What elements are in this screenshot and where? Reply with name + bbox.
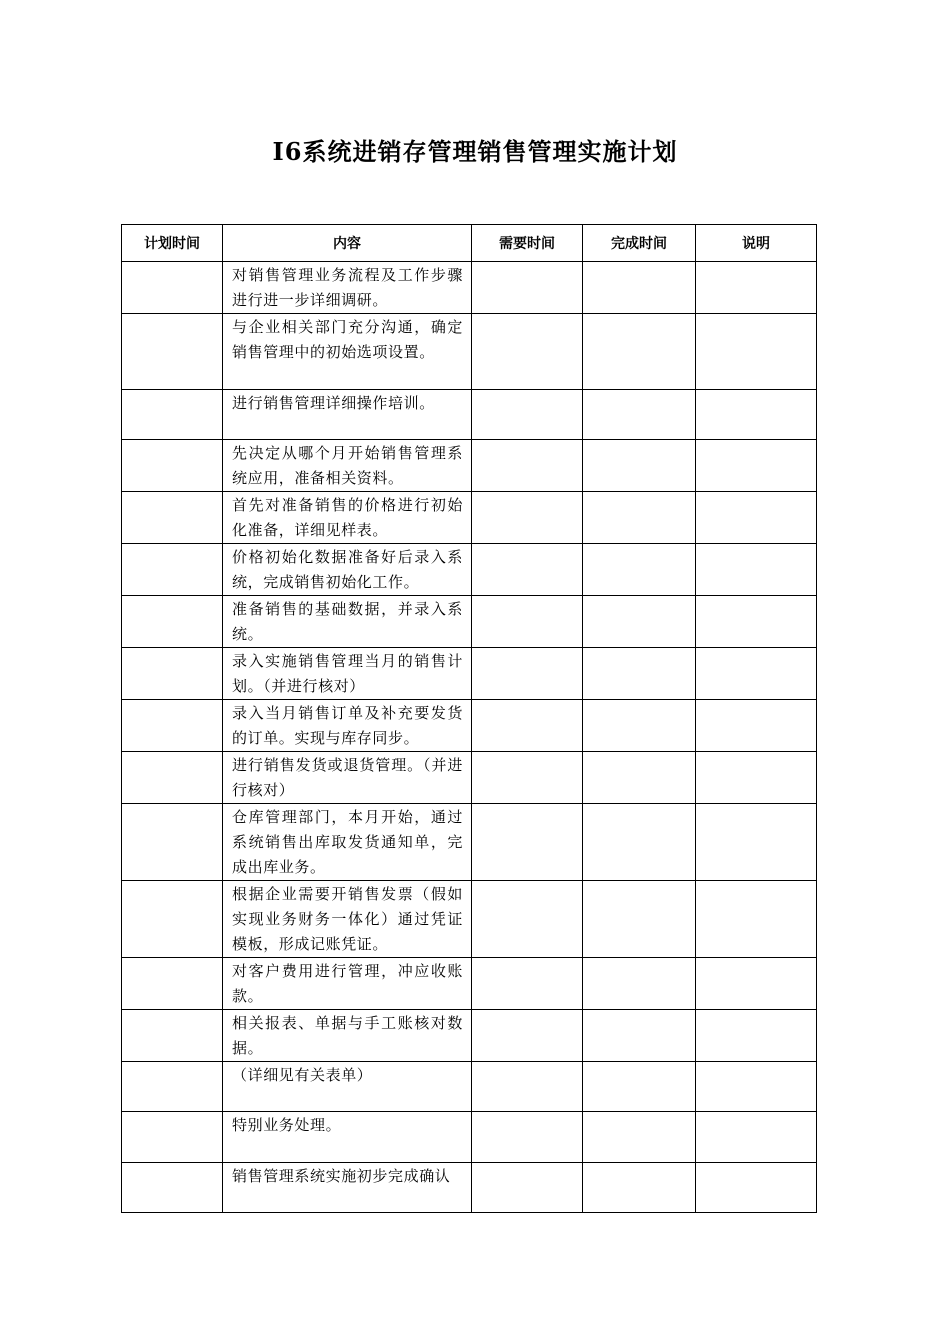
notes-cell bbox=[696, 262, 817, 314]
header-plan-time: 计划时间 bbox=[122, 225, 223, 262]
content-cell: 特别业务处理。 bbox=[223, 1112, 472, 1163]
notes-cell bbox=[696, 648, 817, 700]
content-cell: 销售管理系统实施初步完成确认 bbox=[223, 1163, 472, 1213]
required-time-cell bbox=[472, 648, 583, 700]
table-row bbox=[122, 314, 817, 390]
table-row bbox=[122, 752, 817, 804]
required-time-cell bbox=[472, 1163, 583, 1213]
plan-time-cell bbox=[122, 440, 223, 492]
completion-time-cell bbox=[583, 648, 696, 700]
table-row bbox=[122, 492, 817, 544]
plan-time-cell bbox=[122, 1112, 223, 1163]
header-completion-time: 完成时间 bbox=[583, 225, 696, 262]
completion-time-cell bbox=[583, 1010, 696, 1062]
notes-cell bbox=[696, 1112, 817, 1163]
header-content: 内容 bbox=[223, 225, 472, 262]
notes-cell bbox=[696, 440, 817, 492]
notes-cell bbox=[696, 804, 817, 881]
completion-time-cell bbox=[583, 1112, 696, 1163]
notes-cell bbox=[696, 752, 817, 804]
notes-cell bbox=[696, 544, 817, 596]
required-time-cell bbox=[472, 440, 583, 492]
content-cell: 录入实施销售管理当月的销售计划。（并进行核对） bbox=[223, 648, 472, 700]
content-cell: 与企业相关部门充分沟通，确定销售管理中的初始选项设置。 bbox=[223, 314, 472, 390]
notes-cell bbox=[696, 958, 817, 1010]
required-time-cell bbox=[472, 390, 583, 440]
required-time-cell bbox=[472, 752, 583, 804]
plan-time-cell bbox=[122, 492, 223, 544]
notes-cell bbox=[696, 314, 817, 390]
content-cell: （详细见有关表单） bbox=[223, 1062, 472, 1112]
table-row bbox=[122, 390, 817, 440]
required-time-cell bbox=[472, 544, 583, 596]
required-time-cell bbox=[472, 596, 583, 648]
content-cell: 首先对准备销售的价格进行初始化准备，详细见样表。 bbox=[223, 492, 472, 544]
completion-time-cell bbox=[583, 700, 696, 752]
content-cell: 对销售管理业务流程及工作步骤进行进一步详细调研。 bbox=[223, 262, 472, 314]
content-cell: 根据企业需要开销售发票（假如实现业务财务一体化）通过凭证模板，形成记账凭证。 bbox=[223, 881, 472, 958]
required-time-cell bbox=[472, 1112, 583, 1163]
plan-time-cell bbox=[122, 958, 223, 1010]
table-row bbox=[122, 804, 817, 881]
required-time-cell bbox=[472, 492, 583, 544]
completion-time-cell bbox=[583, 804, 696, 881]
plan-time-cell bbox=[122, 544, 223, 596]
table-row bbox=[122, 958, 817, 1010]
plan-time-cell bbox=[122, 881, 223, 958]
table-row bbox=[122, 648, 817, 700]
document-title: I6系统进销存管理销售管理实施计划 bbox=[272, 137, 678, 166]
completion-time-cell bbox=[583, 262, 696, 314]
content-cell: 进行销售管理详细操作培训。 bbox=[223, 390, 472, 440]
table-row bbox=[122, 700, 817, 752]
plan-time-cell bbox=[122, 648, 223, 700]
completion-time-cell bbox=[583, 881, 696, 958]
table-row bbox=[122, 1010, 817, 1062]
table-row bbox=[122, 262, 817, 314]
plan-time-cell bbox=[122, 1010, 223, 1062]
required-time-cell bbox=[472, 1010, 583, 1062]
table-row bbox=[122, 881, 817, 958]
content-cell: 相关报表、单据与手工账核对数据。 bbox=[223, 1010, 472, 1062]
notes-cell bbox=[696, 1163, 817, 1213]
table-header-row bbox=[122, 225, 817, 262]
content-cell: 录入当月销售订单及补充要发货的订单。实现与库存同步。 bbox=[223, 700, 472, 752]
header-required-time: 需要时间 bbox=[472, 225, 583, 262]
completion-time-cell bbox=[583, 492, 696, 544]
content-cell: 准备销售的基础数据，并录入系统。 bbox=[223, 596, 472, 648]
required-time-cell bbox=[472, 314, 583, 390]
plan-time-cell bbox=[122, 752, 223, 804]
plan-time-cell bbox=[122, 700, 223, 752]
required-time-cell bbox=[472, 804, 583, 881]
table-row bbox=[122, 440, 817, 492]
notes-cell bbox=[696, 596, 817, 648]
completion-time-cell bbox=[583, 752, 696, 804]
table-row bbox=[122, 596, 817, 648]
notes-cell bbox=[696, 390, 817, 440]
table-row bbox=[122, 1062, 817, 1112]
plan-time-cell bbox=[122, 1163, 223, 1213]
header-notes: 说明 bbox=[696, 225, 817, 262]
required-time-cell bbox=[472, 700, 583, 752]
plan-time-cell bbox=[122, 596, 223, 648]
content-cell: 先决定从哪个月开始销售管理系统应用，准备相关资料。 bbox=[223, 440, 472, 492]
content-cell: 对客户费用进行管理，冲应收账款。 bbox=[223, 958, 472, 1010]
required-time-cell bbox=[472, 1062, 583, 1112]
completion-time-cell bbox=[583, 314, 696, 390]
plan-time-cell bbox=[122, 1062, 223, 1112]
notes-cell bbox=[696, 881, 817, 958]
notes-cell bbox=[696, 1010, 817, 1062]
required-time-cell bbox=[472, 262, 583, 314]
completion-time-cell bbox=[583, 1163, 696, 1213]
plan-time-cell bbox=[122, 390, 223, 440]
content-cell: 进行销售发货或退货管理。（并进行核对） bbox=[223, 752, 472, 804]
completion-time-cell bbox=[583, 596, 696, 648]
required-time-cell bbox=[472, 881, 583, 958]
completion-time-cell bbox=[583, 390, 696, 440]
plan-time-cell bbox=[122, 262, 223, 314]
plan-time-cell bbox=[122, 804, 223, 881]
completion-time-cell bbox=[583, 544, 696, 596]
notes-cell bbox=[696, 700, 817, 752]
completion-time-cell bbox=[583, 958, 696, 1010]
notes-cell bbox=[696, 492, 817, 544]
notes-cell bbox=[696, 1062, 817, 1112]
completion-time-cell bbox=[583, 440, 696, 492]
content-cell: 仓库管理部门，本月开始，通过系统销售出库取发货通知单，完成出库业务。 bbox=[223, 804, 472, 881]
plan-time-cell bbox=[122, 314, 223, 390]
table-row bbox=[122, 1112, 817, 1163]
table-row bbox=[122, 544, 817, 596]
completion-time-cell bbox=[583, 1062, 696, 1112]
table-row bbox=[122, 1163, 817, 1213]
implementation-plan-table bbox=[121, 224, 817, 1213]
content-cell: 价格初始化数据准备好后录入系统，完成销售初始化工作。 bbox=[223, 544, 472, 596]
required-time-cell bbox=[472, 958, 583, 1010]
